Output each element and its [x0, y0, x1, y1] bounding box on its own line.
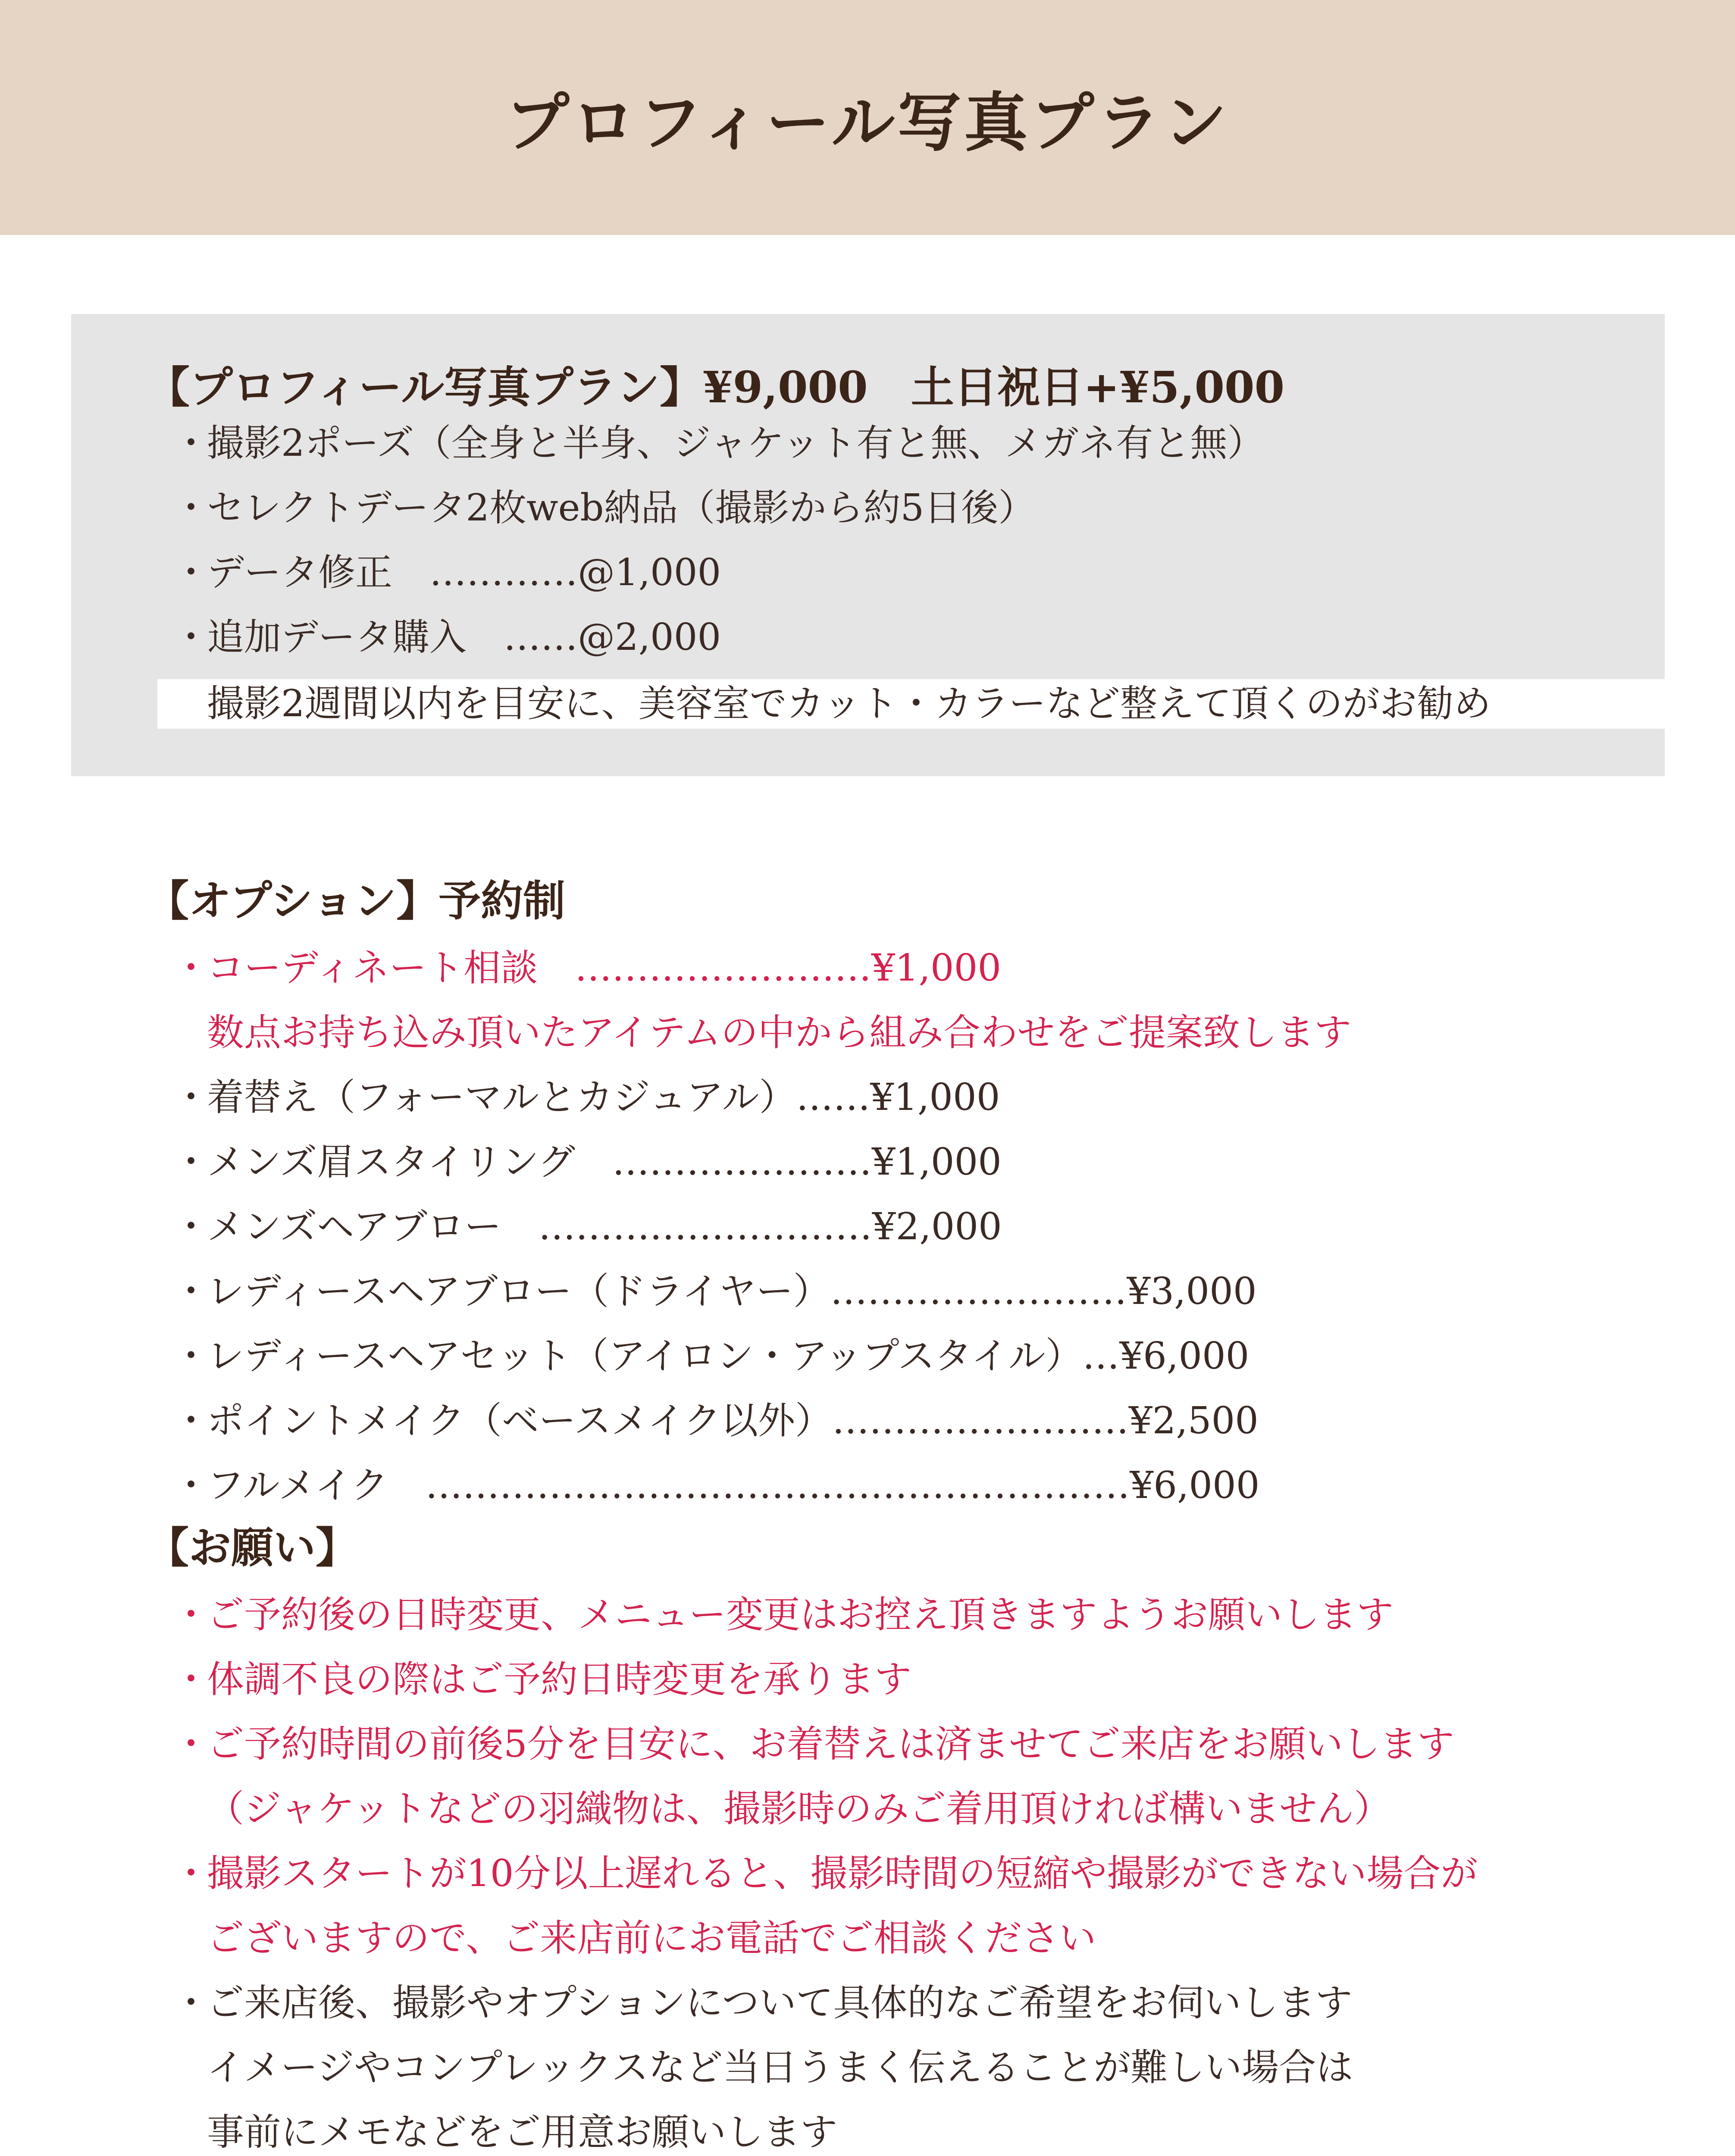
- request-item: [172, 1647, 1478, 1712]
- header-banner: [0, 0, 1735, 235]
- option-item: [172, 1324, 1478, 1388]
- bullet: ・: [172, 551, 210, 594]
- content-section: [147, 867, 1478, 2156]
- request-item-text: ご予約後の日時変更、メニュー変更はお控え頂きますようお願いします: [207, 1593, 1394, 1636]
- request-item-text: （ジャケットなどの羽織物は、撮影時のみご着用頂ければ構いません）: [207, 1787, 1391, 1830]
- request-item-continuation: [172, 1777, 1478, 1841]
- plan-item-text: セレクトデータ2枚web納品（撮影から約5日後）: [207, 486, 1036, 530]
- bullet: ・: [172, 1723, 210, 1766]
- option-item: [172, 1259, 1478, 1324]
- plan-item-text: データ修正 …………@1,000: [207, 551, 721, 594]
- requests-title: 【お願い】: [147, 1523, 358, 1573]
- request-item-text: ご来店後、撮影やオプションについて具体的なご希望をお伺いします: [207, 1981, 1353, 2024]
- option-item: [172, 1065, 1478, 1130]
- requests-list: [172, 1583, 1478, 2156]
- plan-note: 撮影2週間以内を目安に、美容室でカット・カラーなど整えて頂くのがお勧め: [157, 679, 1688, 729]
- option-item: [172, 1194, 1478, 1259]
- option-item-text: ポイントメイク（ベースメイク以外）……………………¥2,500: [207, 1399, 1259, 1442]
- options-list: [172, 936, 1478, 1518]
- request-item: [172, 1712, 1478, 1777]
- bullet: ・: [172, 1658, 210, 1701]
- bullet: ・: [172, 1335, 210, 1378]
- option-item: [172, 936, 1478, 1000]
- list-item: [172, 540, 1264, 605]
- option-item-text: コーディネート相談 ……………………¥1,000: [207, 946, 1002, 990]
- list-item: [172, 476, 1264, 540]
- bullet: ・: [172, 1270, 210, 1313]
- request-item-text: ご予約時間の前後5分を目安に、お着替えは済ませてご来店をお願いします: [207, 1723, 1454, 1766]
- request-item-text: イメージやコンプレックスなど当日うまく伝えることが難しい場合は: [207, 2046, 1353, 2089]
- bullet: ・: [172, 946, 210, 990]
- bullet: ・: [172, 422, 210, 465]
- request-item-text: 事前にメモなどをご用意お願いします: [207, 2111, 837, 2154]
- request-item: [172, 1583, 1478, 1647]
- plan-item-text: 撮影2ポーズ（全身と半身、ジャケット有と無、メガネ有と無）: [207, 422, 1265, 465]
- option-item-text: メンズヘアブロー ………………………¥2,000: [207, 1205, 1002, 1248]
- list-item: [172, 605, 1264, 670]
- plan-list: [172, 411, 1264, 670]
- bullet: ・: [172, 1399, 210, 1442]
- request-item-continuation: [172, 1906, 1478, 1971]
- request-item-continuation: [172, 2100, 1478, 2156]
- bullet: ・: [172, 1852, 210, 1895]
- request-item: [172, 1841, 1478, 1906]
- options-title: 【オプション】予約制: [147, 876, 566, 926]
- option-item-text: レディースヘアブロー（ドライヤー）……………………¥3,000: [207, 1270, 1257, 1313]
- request-item-text: ございますので、ご来店前にお電話でご相談ください: [207, 1917, 1096, 1960]
- plan-box: [71, 314, 1665, 776]
- option-item: [172, 1130, 1478, 1194]
- request-item-text: 体調不良の際はご予約日時変更を承ります: [207, 1658, 911, 1701]
- bullet: ・: [172, 1464, 210, 1507]
- request-item: [172, 1971, 1478, 2035]
- bullet: ・: [172, 1593, 210, 1636]
- page-title: プロフィール写真プラン: [505, 85, 1230, 160]
- bullet: ・: [172, 616, 210, 659]
- plan-item-text: 追加データ購入 ……@2,000: [207, 616, 721, 659]
- bullet: ・: [172, 1981, 210, 2024]
- option-item-text: レディースヘアセット（アイロン・アップスタイル）…¥6,000: [207, 1335, 1250, 1378]
- option-item-text: フルメイク …………………………………………………¥6,000: [207, 1464, 1260, 1507]
- request-item-continuation: [172, 2035, 1478, 2100]
- option-item-detail: 数点お持ち込み頂いたアイテムの中から組み合わせをご提案致します: [207, 1011, 1351, 1054]
- bullet: ・: [172, 1076, 210, 1119]
- bullet: ・: [172, 486, 210, 530]
- request-item-text: 撮影スタートが10分以上遅れると、撮影時間の短縮や撮影ができない場合が: [207, 1852, 1478, 1895]
- plan-title: 【プロフィール写真プラン】¥9,000 土日祝日+¥5,000: [147, 362, 1285, 413]
- bullet: ・: [172, 1205, 210, 1248]
- bullet: ・: [172, 1141, 210, 1184]
- option-item: [172, 1453, 1478, 1518]
- list-item: [172, 411, 1264, 476]
- option-item: [172, 1388, 1478, 1453]
- option-item-text: メンズ眉スタイリング …………………¥1,000: [207, 1141, 1002, 1184]
- option-item-text: 着替え（フォーマルとカジュアル）……¥1,000: [207, 1076, 1000, 1119]
